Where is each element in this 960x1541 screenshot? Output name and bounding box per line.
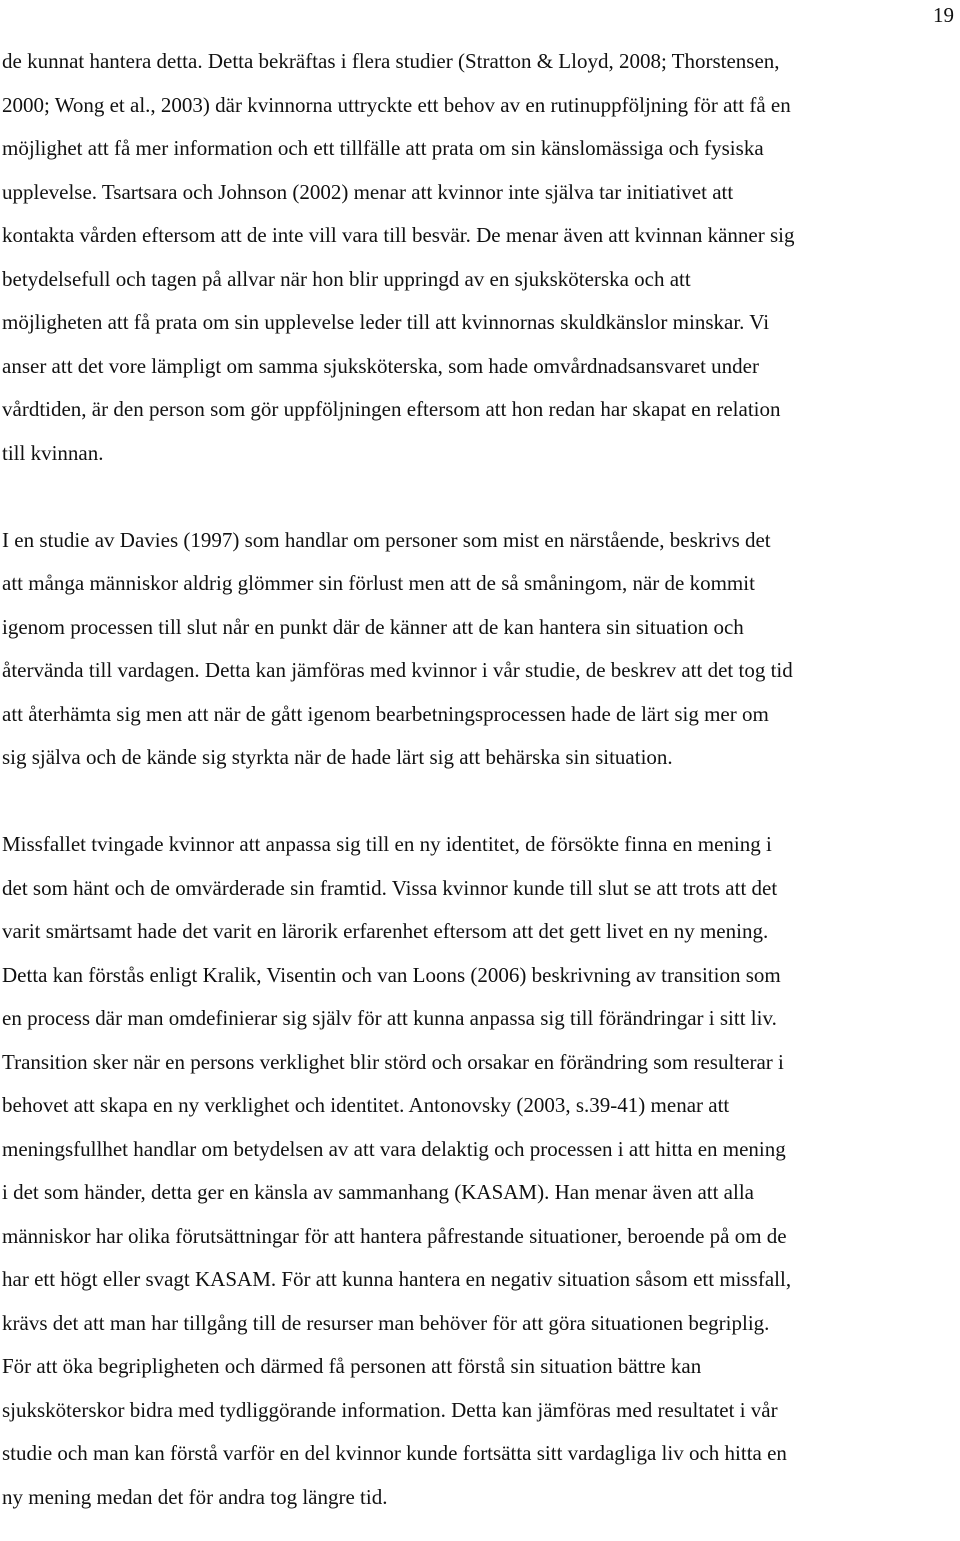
text-line: har ett högt eller svagt KASAM. För att kunna hantera en negativ situation såsom ett missfall, — [2, 1267, 792, 1291]
text-line: varit smärtsamt hade det varit en lärorik erfarenhet eftersom att det gett livet en ny mening. — [2, 919, 769, 943]
paragraph-3 — [2, 823, 954, 1519]
text-line: anser att det vore lämpligt om samma sjuksköterska, som hade omvårdnadsansvaret under — [2, 353, 759, 378]
page-number: 19 — [933, 3, 954, 27]
text-line: möjlighet att få mer information och ett tillfälle att prata om sin känslomässiga och fysiska — [2, 136, 764, 160]
text-line: upplevelse. Tsartsara och Johnson (2002) menar att kvinnor inte själva tar initiativet att — [2, 179, 734, 204]
paragraph-gap — [2, 475, 954, 519]
text-line: För att öka begripligheten och därmed få personen att förstå sin situation bättre kan — [2, 1354, 702, 1378]
text-line: vårdtiden, är den person som gör uppföljningen eftersom att hon redan har skapat en relation — [2, 397, 781, 421]
text-line: till kvinnan. — [2, 440, 104, 465]
text-line: möjligheten att få prata om sin upplevelse leder till att kvinnornas skuldkänslor minskar. Vi — [2, 310, 770, 334]
text-line: ny mening medan det för andra tog längre tid. — [2, 1484, 388, 1509]
text-line: i det som händer, detta ger en känsla av sammanhang (KASAM). Han menar även att alla — [2, 1180, 754, 1204]
text-line: återvända till vardagen. Detta kan jämföras med kvinnor i vår studie, de beskrev att det tog tid — [2, 658, 793, 682]
paragraph-1 — [2, 40, 954, 475]
body-text — [2, 40, 954, 1519]
text-line: Transition sker när en persons verklighet blir störd och orsakar en förändring som resulterar i — [2, 1049, 784, 1074]
text-line: människor har olika förutsättningar för att hantera påfrestande situationer, beroende på om de — [2, 1223, 787, 1248]
text-line: betydelsefull och tagen på allvar när hon blir uppringd av en sjuksköterska och att — [2, 266, 691, 291]
text-line: att återhämta sig men att när de gått igenom bearbetningsprocessen hade de lärt sig mer om — [2, 701, 769, 726]
text-line: sjuksköterskor bidra med tydliggörande information. Detta kan jämföras med resultatet i vår — [2, 1397, 778, 1422]
text-line: I en studie av Davies (1997) som handlar om personer som mist en närstående, beskrivs det — [2, 527, 771, 552]
text-line: en process där man omdefinierar sig själv för att kunna anpassa sig till förändringar i sitt liv. — [2, 1006, 777, 1030]
text-line: behovet att skapa en ny verklighet och identitet. Antonovsky (2003, s.39-41) menar att — [2, 1093, 730, 1117]
text-line: Missfallet tvingade kvinnor att anpassa sig till en ny identitet, de försökte finna en mening i — [2, 832, 772, 856]
text-line: krävs det att man har tillgång till de resurser man behöver för att göra situationen begriplig. — [2, 1310, 770, 1335]
paragraph-gap — [2, 780, 954, 824]
text-line: 2000; Wong et al., 2003) där kvinnorna uttryckte ett behov av en rutinuppföljning för att få en — [2, 92, 791, 117]
text-line: meningsfullhet handlar om betydelsen av att vara delaktig och processen i att hitta en mening — [2, 1136, 786, 1161]
text-line: igenom processen till slut når en punkt där de känner att de kan hantera sin situation och — [2, 614, 744, 639]
text-line: kontakta vården eftersom att de inte vill vara till besvär. De menar även att kvinnan känner sig — [2, 223, 795, 247]
text-line: det som hänt och de omvärderade sin framtid. Vissa kvinnor kunde till slut se att trots att det — [2, 875, 778, 900]
text-line: Detta kan förstås enligt Kralik, Visentin och van Loons (2006) beskrivning av transition som — [2, 962, 781, 987]
paragraph-2 — [2, 519, 954, 780]
text-line: studie och man kan förstå varför en del kvinnor kunde fortsätta sitt vardagliga liv och hitta en — [2, 1441, 787, 1465]
text-line: att många människor aldrig glömmer sin förlust men att de så småningom, när de kommit — [2, 571, 755, 595]
text-line: sig själva och de kände sig styrkta när de hade lärt sig att behärska sin situation. — [2, 745, 673, 769]
text-line: de kunnat hantera detta. Detta bekräftas i flera studier (Stratton & Lloyd, 2008; Thorstensen, — [2, 49, 780, 73]
